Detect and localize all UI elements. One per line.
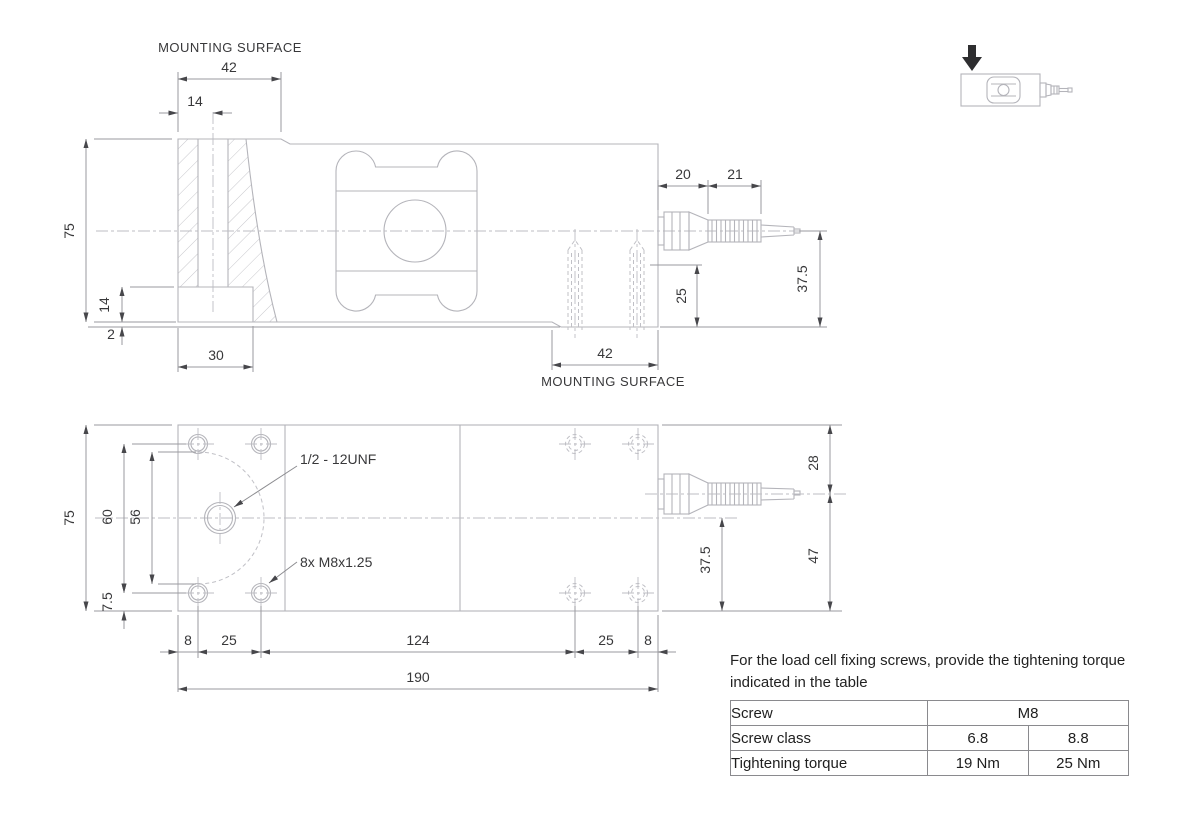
- dims-side-connector: [650, 166, 827, 327]
- screw-label-cell: Screw: [731, 701, 928, 726]
- dim-28: 28: [805, 455, 821, 471]
- dim-37-5-cable: 37.5: [794, 265, 810, 293]
- dim-42-bottom: 42: [597, 345, 613, 361]
- thread-label: 1/2 - 12UNF: [300, 451, 377, 467]
- icon-cable-gland: [1040, 83, 1072, 97]
- dim-60: 60: [99, 509, 115, 525]
- screw-value-cell: M8: [928, 701, 1129, 726]
- dim-124: 124: [406, 632, 430, 648]
- side-view: [61, 40, 827, 389]
- icon-body: [961, 74, 1040, 106]
- dim-37-5-plan: 37.5: [697, 546, 713, 574]
- load-direction-icon: [961, 45, 1072, 106]
- dim-8-right: 8: [644, 632, 652, 648]
- table-row-screw: [731, 701, 1129, 726]
- visible-holes: [182, 428, 277, 609]
- dim-56: 56: [127, 509, 143, 525]
- dim-25-screw-depth: 25: [673, 288, 689, 304]
- torque-label-cell: Tightening torque: [731, 751, 928, 776]
- mounting-surface-bottom-label: MOUNTING SURFACE: [541, 374, 685, 389]
- torque-note: For the load cell fixing screws, provide the tightening torque indicated in the table: [730, 652, 1126, 691]
- icon-flexure: [987, 77, 1020, 103]
- hidden-screw-1: [568, 229, 582, 338]
- dim-25-left: 25: [221, 632, 237, 648]
- leader-thread: [234, 451, 376, 507]
- dim-42-top: 42: [221, 59, 237, 75]
- dim-7-5: 7.5: [99, 592, 115, 612]
- hidden-screw-2: [630, 229, 644, 338]
- torque-value-1: 19 Nm: [928, 751, 1028, 776]
- dims-side-left: [61, 139, 560, 345]
- dims-plan-left: [61, 425, 196, 629]
- icon-bore: [998, 85, 1009, 96]
- class-value-2: 8.8: [1028, 726, 1128, 751]
- dims-side-top: [158, 40, 302, 132]
- dim-2-gap: 2: [107, 326, 115, 342]
- dim-25-right: 25: [598, 632, 614, 648]
- dim-190: 190: [406, 669, 430, 685]
- dim-30-foot: 30: [208, 347, 224, 363]
- dim-14-foot: 14: [96, 297, 112, 313]
- dim-14-top: 14: [187, 93, 203, 109]
- dims-plan-bottom: [160, 606, 676, 692]
- torque-panel: [730, 650, 1130, 776]
- screws-label: 8x M8x1.25: [300, 554, 373, 570]
- class-value-1: 6.8: [928, 726, 1028, 751]
- dim-75-plan: 75: [61, 510, 77, 526]
- dim-75-side: 75: [61, 223, 77, 239]
- hidden-holes: [559, 428, 654, 609]
- cable-gland-plan: [645, 474, 848, 514]
- dim-20-gland: 20: [675, 166, 691, 182]
- dims-side-bottom: [178, 326, 685, 389]
- dim-21-grip: 21: [727, 166, 743, 182]
- mounting-surface-top-label: MOUNTING SURFACE: [158, 40, 302, 55]
- dim-8-left: 8: [184, 632, 192, 648]
- load-arrow-icon: [962, 45, 982, 71]
- dim-47: 47: [805, 548, 821, 564]
- torque-value-2: 25 Nm: [1028, 751, 1128, 776]
- foot-outline: [178, 287, 253, 322]
- class-label-cell: Screw class: [731, 726, 928, 751]
- torque-table: [730, 700, 1129, 776]
- table-row-class: [731, 726, 1129, 751]
- table-row-torque: [731, 751, 1129, 776]
